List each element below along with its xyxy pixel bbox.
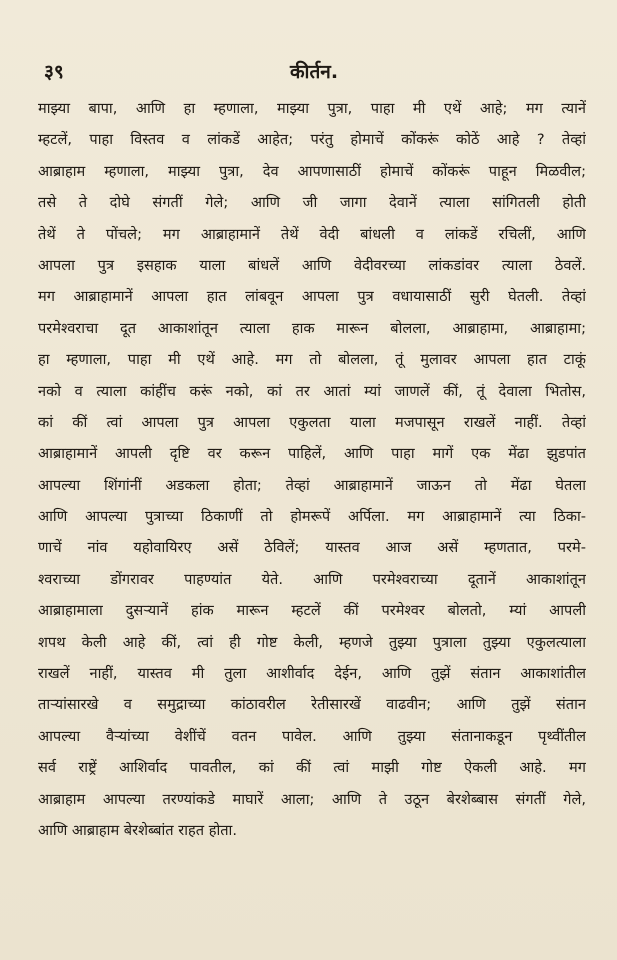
page-header	[44, 58, 584, 88]
text-line: आपला पुत्र इसहाक याला बांधलें आणि वेदीवरच्या लांकडांवर त्याला ठेवलें.	[38, 256, 586, 274]
text-line: शपथ केली आहे कीं, त्वां ही गोष्ट केली, म्हणजे तुझ्या पुत्राला तुझ्या एकुलत्याला	[38, 633, 586, 651]
text-line: आपल्या शिंगांनीं अडकला होता; तेव्हां आब्राहामानें जाऊन तो मेंढा घेतला	[38, 476, 586, 494]
text-line: परमेश्वराचा दूत आकाशांतून त्याला हाक मारून बोलला, आब्राहामा, आब्राहामा;	[38, 319, 586, 337]
body-text	[38, 93, 586, 846]
text-line: ताऱ्यांसारखे व समुद्राच्या कांठावरील रेतीसारखें वाढवीन; आणि तुझें संतान	[38, 696, 586, 714]
text-line: तेथें ते पोंचले; मग आब्राहामानें तेथें वेदी बांधली व लांकडें रचिलीं, आणि	[38, 225, 586, 243]
text-line: श्वराच्या डोंगरावर पाहण्यांत येते. आणि परमेश्वराच्या दूतानें आकाशांतून	[38, 570, 586, 588]
text-line: नको व त्याला कांहींच करूं नको, कां तर आतां म्यां जाणलें कीं, तूं देवाला भितोस,	[38, 382, 586, 400]
running-title: कीर्तन.	[289, 61, 339, 83]
text-line: आणि आपल्या पुत्राच्या ठिकाणीं तो होमरूपें अर्पिला. मग आब्राहामानें त्या ठिका-	[38, 508, 586, 526]
text-line: आब्राहामाला दुसऱ्यानें हांक मारून म्हटलें कीं परमेश्वर बोलतो, म्यां आपली	[38, 602, 586, 620]
page-number: ३९	[44, 61, 64, 83]
text-line: माझ्या बापा, आणि हा म्हणाला, माझ्या पुत्रा, पाहा मी एथें आहे; मग त्यानें	[38, 100, 586, 117]
text-line: म्हटलें, पाहा विस्तव व लांकडें आहेत; परंतु होमाचें कोंकरूं कोठें आहे ? तेव्हां	[38, 131, 586, 149]
text-line: सर्व राष्ट्रें आशिर्वाद पावतील, कां कीं त्वां माझी गोष्ट ऐकली आहे. मग	[38, 759, 586, 777]
text-line: आब्राहाम आपल्या तरण्यांकडे माघारें आला; आणि ते उठून बेरशेब्बास संगतीं गेले,	[38, 790, 586, 808]
text-line: णाचें नांव यहोवायिरए असें ठेविलें; यास्तव आज असें म्हणतात, परमे-	[38, 539, 586, 557]
text-line: हा म्हणाला, पाहा मी एथें आहे. मग तो बोलला, तूं मुलावर आपला हात टाकूं	[38, 351, 586, 369]
text-line: राखलें नाहीं, यास्तव मी तुला आशीर्वाद देईन, आणि तुझें संतान आकाशांतील	[38, 665, 586, 683]
text-line: आणि आब्राहाम बेरशेब्बांत राहत होता.	[38, 821, 237, 839]
text-line: तसे ते दोघे संगतीं गेले; आणि जी जागा देवानें त्याला सांगितली होती	[38, 194, 586, 212]
text-line: कां कीं त्वां आपला पुत्र आपला एकुलता याला मजपासून राखलें नाहीं. तेव्हां	[38, 413, 586, 431]
text-line: आपल्या वैऱ्यांच्या वेशींचें वतन पावेल. आणि तुझ्या संतानाकडून पृथ्वींतील	[38, 727, 586, 745]
text-line: आब्राहाम म्हणाला, माझ्या पुत्रा, देव आपणासाठीं होमाचें कोंकरूं पाहून मिळवील;	[38, 162, 586, 180]
text-line: मग आब्राहामानें आपला हात लांबवून आपला पुत्र वधायासाठीं सुरी घेतली. तेव्हां	[38, 288, 586, 306]
text-line: आब्राहामानें आपली दृष्टि वर करून पाहिलें, आणि पाहा मागें एक मेंढा झुडपांत	[38, 445, 586, 463]
